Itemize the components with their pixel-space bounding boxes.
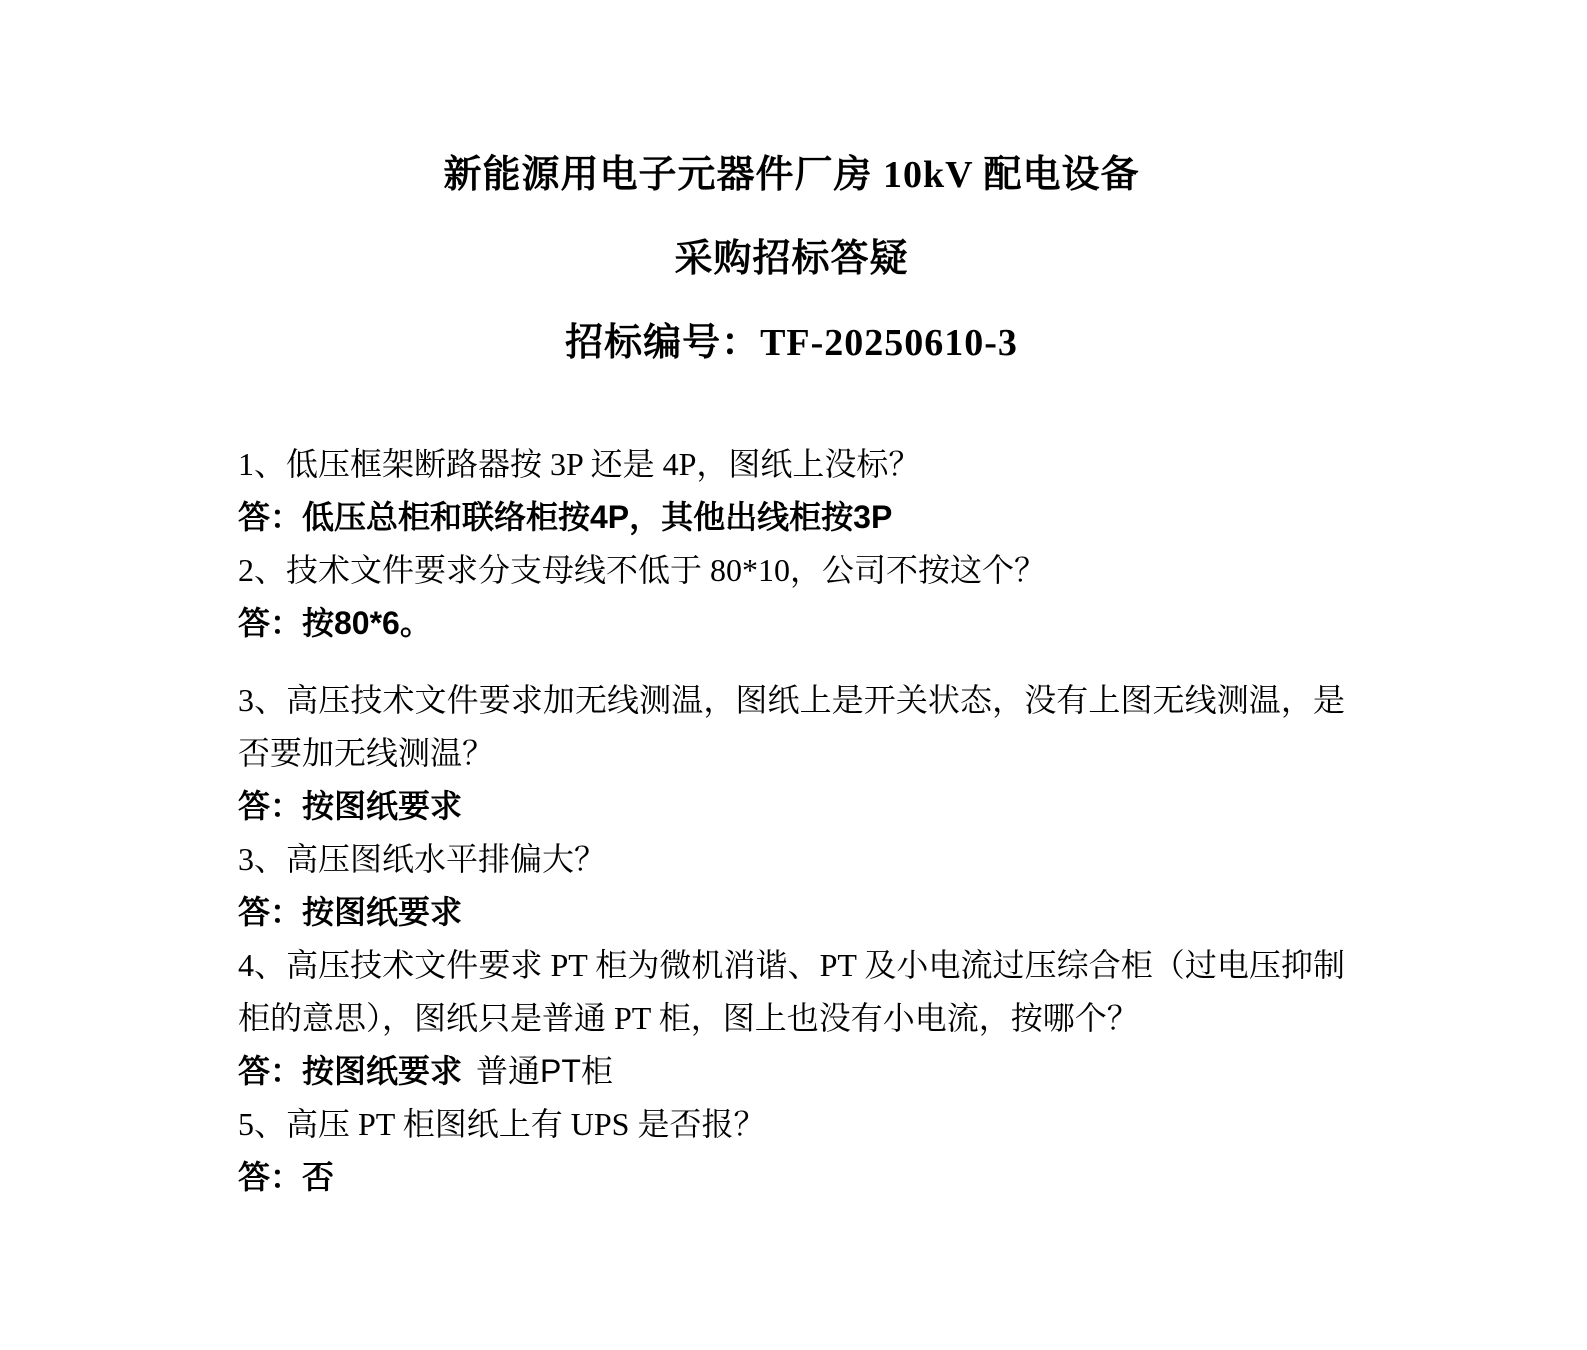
document-title-main: 新能源用电子元器件厂房 10kV 配电设备 [443,154,1140,196]
question-2 [238,544,1345,597]
answer-2-text: 答：按80*6。 [238,605,432,641]
answer-4-bold-part: 答：按图纸要求 [238,1053,463,1089]
document-title-sub: 采购招标答疑 [674,238,909,280]
answer-4-text [238,1045,1345,1098]
question-1-text: 1、低压框架断路器按 3P 还是 4P，图纸上没标？ [238,446,921,482]
answer-1 [238,491,1345,544]
document-header [238,0,1345,366]
question-1 [238,438,1345,491]
question-4-line-2: 柜的意思），图纸只是普通 PT 柜，图上也没有小电流，按哪个？ [238,1000,1139,1036]
question-2-text: 2、技术文件要求分支母线不低于 80*10，公司不按这个？ [238,552,1047,588]
answer-2 [238,597,1345,650]
answer-3-text: 答：按图纸要求 [238,788,463,824]
answer-5-text: 答：否 [238,1159,335,1195]
qa-body [238,438,1345,1204]
answer-5 [238,1151,1345,1204]
bid-number: 招标编号：TF-20250610-3 [565,322,1018,364]
question-3b-text: 3、高压图纸水平排偏大？ [238,841,607,877]
answer-4 [238,1045,1345,1098]
answer-3b [238,886,1345,939]
question-3-line-1: 3、高压技术文件要求加无线测温，图纸上是开关状态，没有上图无线测温，是 [238,682,1345,718]
question-4 [238,939,1345,1045]
question-5 [238,1098,1345,1151]
question-3b [238,833,1345,886]
answer-3b-text: 答：按图纸要求 [238,894,463,930]
answer-3 [238,780,1345,833]
question-3-line-2: 否要加无线测温？ [238,735,495,771]
question-4-line-1: 4、高压技术文件要求 PT 柜为微机消谐、PT 及小电流过压综合柜（过电压抑制 [238,947,1345,983]
question-3 [238,674,1345,780]
question-5-text: 5、高压 PT 柜图纸上有 UPS 是否报？ [238,1106,766,1142]
answer-1-text: 答：低压总柜和联络柜按4P，其他出线柜按3P [238,499,893,535]
answer-4-regular-part: 普通PT柜 [476,1053,613,1089]
